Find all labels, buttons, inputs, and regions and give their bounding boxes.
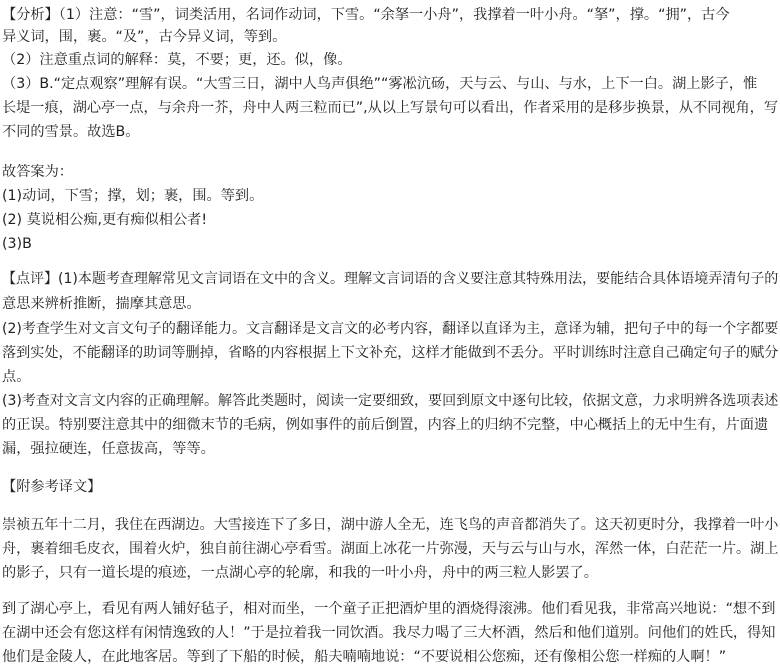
analysis-line-4: （3）B.“定点观察”理解有误。“大雪三日，湖中人鸟声俱绝”“雾凇沆砀，天与云、与山、与水，上下一白。湖上影子，惟 <box>2 76 758 92</box>
comment-line-2: 意思来辨析推断，揣摩其意思。 <box>2 296 201 312</box>
comment-line-5: 点。 <box>2 369 31 385</box>
translation-p1-line-3: 的影子，只有一道长堤的痕迹，一点湖心亭的轮廓，和我的一叶小舟，舟中的两三粒人影罢了。 <box>2 565 598 581</box>
answer-line-3: (3)B <box>2 236 32 252</box>
translation-p2-line-2: 在湖中还会有您这样有闲情逸致的人！”于是拉着我一同饮酒。我尽力喝了三大杯酒，然后和他们道别。问他们的姓氏，得知 <box>2 625 776 641</box>
analysis-line-5: 长堤一痕，湖心亭一点，与余舟一芥，舟中人两三粒而已”,从以上写景句可以看出，作者采用的是移步换景，从不同视角，写 <box>2 100 778 116</box>
translation-p2-line-1: 到了湖心亭上，看见有两人铺好毡子，相对而坐，一个童子正把酒炉里的酒烧得滚沸。他们看见我，非常高兴地说：“想不到 <box>2 601 776 617</box>
analysis-line-1: 【分析】（1）注意：“雪”，词类活用，名词作动词，下雪。“余拏一小舟”，我撑着一叶小舟。“拏”，撑。“拥”，古今 <box>2 7 730 23</box>
translation-p1-line-2: 舟，裹着细毛皮衣，围着火炉，独自前往湖心亭看雪。湖面上冰花一片弥漫，天与云与山与水，浑然一体，白茫茫一片。湖上 <box>2 541 779 557</box>
answer-line-1: (1)动词，下雪；撑，划；裹，围。等到。 <box>2 188 264 204</box>
analysis-line-2: 异义词，围，裹。“及”，古今异义词，等到。 <box>2 29 287 45</box>
translation-p1-line-1: 崇祯五年十二月，我住在西湖边。大雪接连下了多日，湖中游人全无，连飞鸟的声音都消失了。这天初更时分，我撑着一叶小 <box>2 517 779 533</box>
comment-line-4: 落到实处，不能翻译的助词等删掉，省略的内容根据上下文补充，这样才能做到不丢分。平时训练时注意自己确定句子的赋分 <box>2 345 779 361</box>
translation-p2-line-3: 他们是金陵人，在此地客居。等到了下船的时候，船夫喃喃地说：“不要说相公您痴，还有像相公您一样痴的人啊！” <box>2 649 727 665</box>
answer-heading: 故答案为： <box>2 164 73 180</box>
comment-line-3: (2)考查学生对文言文句子的翻译能力。文言翻译是文言文的必考内容，翻译以直译为主，意译为辅，把句子中的每一个字都要 <box>2 321 779 337</box>
translation-heading: 【附参考译文】 <box>2 479 102 495</box>
comment-line-1: 【点评】(1)本题考查理解常见文言词语在文中的含义。理解文言词语的含义要注意其特殊用法，要能结合具体语境弄清句子的 <box>2 271 779 287</box>
analysis-line-6: 不同的雪景。故选B。 <box>2 124 140 140</box>
comment-line-7: 的正误。特别要注意其中的细微末节的毛病，例如事件的前后倒置，内容上的归纳不完整，中心概括上的无中生有，片面遗 <box>2 417 769 433</box>
answer-line-2: (2) 莫说相公痴,更有痴似相公者! <box>2 212 208 228</box>
comment-line-8: 漏，强拉硬连，任意拔高，等等。 <box>2 441 215 457</box>
analysis-line-3: （2）注意重点词的解释：莫，不要；更，还。似，像。 <box>2 52 352 68</box>
comment-line-6: (3)考查对文言文内容的正确理解。解答此类题时，阅读一定要细致，要回到原文中逐句比较，依据文意，力求明辨各选项表述 <box>2 393 779 409</box>
